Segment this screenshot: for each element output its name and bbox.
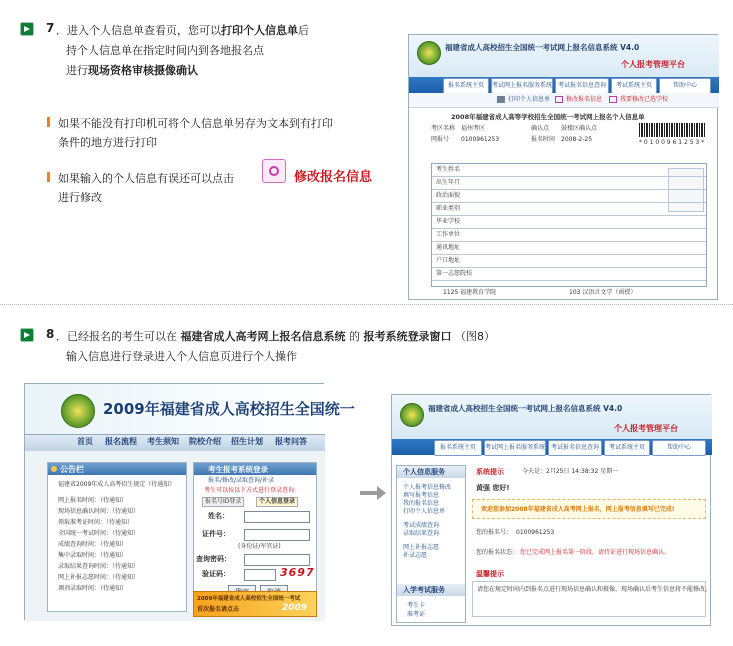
cert-input[interactable]: [244, 529, 310, 541]
menu-header: [397, 466, 465, 478]
menu-item[interactable]: 补录志愿: [403, 552, 428, 559]
login-title: 考生报考系统登录: [208, 465, 268, 474]
current-time: 今天是：2月25日 14:38:32 星期一: [522, 468, 619, 475]
notice-icon: [51, 466, 57, 472]
nav-faq[interactable]: 报考问答: [275, 437, 307, 446]
menu-header-2: [397, 584, 465, 596]
notice-item[interactable]: 福建省2009年成人高考招生规定（待通知）: [58, 481, 176, 488]
platform-logo-icon: [400, 403, 424, 427]
toolbar-print[interactable]: 打印个人信息单: [508, 96, 551, 103]
toolbar-edit-icon[interactable]: [555, 96, 563, 103]
cert-note: (身份证/军官证): [238, 543, 281, 550]
greeting: 黄强 您好!: [476, 484, 510, 492]
notice-header: [48, 463, 186, 475]
toolbar-edit[interactable]: 修改报名信息: [566, 96, 603, 103]
step7-line1-suffix: 后: [298, 24, 309, 37]
login-header: [194, 463, 316, 475]
barcode-icon: [639, 123, 705, 137]
info-sheet-screenshot: [408, 34, 718, 300]
toolbar-school-icon[interactable]: [609, 96, 617, 103]
side-menu: [396, 465, 466, 623]
menu-title-2: 入学考试服务: [403, 586, 445, 594]
reg-no-value: 0100961253: [516, 529, 555, 536]
note2-line2: 进行修改: [58, 191, 102, 204]
captcha-label: 验证码：: [202, 570, 230, 578]
tab-query[interactable]: 考试报名信息查询: [555, 78, 609, 94]
step8-line1-prefix: ．已经报名的考生可以在: [56, 330, 181, 343]
note2-line1: 如果输入的个人信息有误还可以点击: [58, 172, 234, 185]
barcode-text: * 0 1 0 0 9 6 1 2 5 3 *: [639, 139, 705, 146]
warm-tip-title: 温馨提示: [476, 570, 504, 578]
p-tab-query[interactable]: 考试报名信息查询: [548, 440, 602, 456]
promo-line1: 2009年福建省成人高校招生全国统一考试: [197, 596, 301, 602]
sheet-info-table: [431, 163, 707, 287]
tab-home[interactable]: 报名系统主页: [443, 78, 489, 94]
notice-board: [47, 462, 187, 612]
welcome-text: 欢迎您参加2008年福建省成人高考网上报名，网上报考信息填写已完成!: [481, 506, 675, 513]
arrow-head-icon: [377, 486, 386, 500]
promo-line2: 首次报名请点击: [197, 606, 240, 613]
arrow-right-icon: [360, 491, 378, 495]
step8-system-name: 福建省成人高考网上报名信息系统: [180, 330, 346, 343]
step7-line1-prefix: ．进入个人信息单查看页，您可以: [56, 24, 221, 37]
first-signup-banner[interactable]: [193, 591, 317, 617]
head-value-region: 福州考区: [461, 125, 486, 132]
label-politics: 政治面貌: [436, 192, 461, 199]
step8-line1-suffix: （图8）: [451, 330, 495, 343]
step7-number: 7: [46, 21, 55, 35]
portal-screenshot: [24, 383, 355, 620]
p-tab-exam-home[interactable]: 考试系统主页: [604, 440, 650, 456]
tab-exam-home[interactable]: 考试系统主页: [611, 78, 657, 94]
step8-line1-mid: 的: [345, 330, 364, 343]
nav-notes[interactable]: 考生须知: [147, 437, 179, 446]
nav-schools[interactable]: 院校介绍: [189, 437, 221, 446]
menu-item[interactable]: 考生卡: [407, 602, 426, 609]
sheet-doc-title: 2008年福建省成人高等学校招生全国统一考试网上报名个人信息单: [451, 113, 645, 121]
warm-tip-box: [472, 581, 712, 617]
notice-item[interactable]: 集中录取时间：（待通知）: [58, 552, 128, 559]
password-input[interactable]: [244, 554, 310, 566]
note1-line1: 如果不能没有打印机可将个人信息单另存为文本到有打印: [58, 117, 333, 130]
step7-line3: [66, 62, 198, 78]
row-school: 1125 福建教育学院: [443, 289, 497, 296]
notice-item[interactable]: 网上补报志愿时间：（待通知）: [58, 574, 140, 581]
notice-item[interactable]: 调剂录取时间：（待通知）: [58, 585, 128, 592]
platform-header: [392, 395, 712, 441]
sheet-head-fields: [431, 123, 631, 153]
login-panel: [193, 462, 317, 612]
notice-item[interactable]: 录取结果查询时间：（待通知）: [58, 563, 140, 570]
menu-title: 个人信息服务: [403, 468, 445, 476]
note1-marker-icon: [47, 117, 50, 127]
head-label-confirm: 确认点: [531, 125, 550, 132]
promo-year: 2009: [282, 603, 308, 613]
reg-no-label: 您的报名号：: [476, 529, 513, 536]
modify-info-link[interactable]: 修改报名信息: [294, 170, 373, 185]
login-hint: 考生可以按以下方式进行登录查询:: [204, 487, 297, 494]
status-value: 您已完成网上报名第一阶段，请持证进行现场信息确认。: [520, 549, 671, 556]
head-label-time: 报名时间: [531, 136, 556, 143]
notice-item[interactable]: 成绩查询时间：（待通知）: [58, 541, 128, 548]
captcha-image: 3697: [280, 566, 315, 579]
step8-line1: [56, 328, 495, 344]
nav-home[interactable]: 首页: [77, 437, 93, 446]
menu-item[interactable]: 我的报名信息: [403, 500, 440, 507]
p-tab-help[interactable]: 帮助中心: [652, 440, 706, 456]
name-label: 姓名：: [208, 512, 229, 520]
menu-item[interactable]: 填写报考信息: [403, 492, 440, 499]
step8-login-window: 报考系统登录窗口: [363, 330, 452, 343]
step8-line2: 输入信息进行登录进入个人信息页进行个人操作: [66, 350, 297, 363]
menu-item[interactable]: 网上补报志愿: [403, 544, 440, 551]
menu-item[interactable]: 准考证: [407, 611, 426, 618]
welcome-box: [472, 499, 706, 519]
password-label: 查询密码：: [196, 555, 231, 563]
notice-item[interactable]: 网上报名时间：（待通知）: [58, 497, 128, 504]
menu-item[interactable]: 录取结果查询: [403, 530, 440, 537]
tab-personal-login[interactable]: 个人信息登录: [256, 497, 298, 507]
step8-bullet-icon: [20, 328, 34, 342]
modify-info-icon[interactable]: [262, 159, 286, 183]
platform-system-title: 福建省成人高校招生全国统一考试网上报名信息系统 V4.0: [428, 404, 623, 413]
tab-help[interactable]: 帮助中心: [659, 78, 711, 94]
label-birth: 出生年月: [436, 179, 461, 186]
warm-tip-text: 请您在规定时间内到报名点进行现场信息确认和摄像，现场确认后考生信息将不能修改。: [477, 586, 712, 593]
login-subtitle: 报名/修改/录取查询/补录: [208, 477, 275, 484]
portal-banner-title: 2009年福建省成人高校招生全国统一: [103, 400, 355, 418]
note2-marker-icon: [47, 172, 50, 182]
label-choice: 第一志愿院校: [436, 270, 473, 277]
step7-line2: 持个人信息单在指定时间内到各地报名点: [66, 44, 264, 57]
platform-main: [472, 465, 712, 623]
tab-id-login[interactable]: 报名号ID登录: [202, 497, 244, 507]
menu-item[interactable]: 考试成绩查询: [403, 522, 440, 529]
notice-item[interactable]: 全国统一考试时间：（待通知）: [58, 530, 140, 537]
head-value-confirm: 鼓楼区确认点: [561, 125, 598, 132]
label-hukou: 户口地址: [436, 257, 461, 264]
platform-screenshot: [391, 394, 711, 626]
platform-subtitle: 个人报考管理平台: [614, 424, 678, 433]
cert-label: 证件号：: [202, 530, 230, 538]
menu-item[interactable]: 打印个人信息单: [403, 508, 446, 515]
label-occupation: 职业类别: [436, 205, 461, 212]
label-address: 通讯地址: [436, 244, 461, 251]
step7-line1: [56, 22, 309, 38]
label-school: 毕业学校: [436, 218, 461, 225]
portal-logo-icon: [61, 394, 95, 428]
sheet-toolbar: [409, 93, 719, 108]
label-employer: 工作单位: [436, 231, 461, 238]
step7-line3-bold: 现场资格审核摄像确认: [88, 64, 198, 77]
sheet-tabs: [409, 77, 719, 93]
section-divider: [0, 304, 733, 305]
row-major: 103 汉语言文学（函授）: [569, 289, 637, 296]
head-value-time: 2008-2-25: [561, 136, 593, 143]
toolbar-school[interactable]: 我要修改已选学校: [620, 96, 669, 103]
menu-item[interactable]: 个人报考信息修改: [403, 484, 452, 491]
p-tab-home[interactable]: 报名系统主页: [434, 440, 482, 456]
sys-tip-title: 系统提示: [476, 468, 504, 476]
captcha-input[interactable]: [244, 569, 276, 581]
step7-bullet-icon: [20, 22, 34, 36]
nav-process[interactable]: 报名流程: [105, 437, 137, 446]
notice-item[interactable]: 现场信息确认时间：（待通知）: [58, 508, 140, 515]
platform-tabs: [392, 439, 712, 455]
sheet-system-title: 福建省成人高校招生全国统一考试网上报名信息系统 V4.0: [445, 43, 640, 52]
label-name: 考生姓名: [436, 166, 461, 173]
notice-item[interactable]: 领取准考证时间：（待通知）: [58, 519, 134, 526]
step7-line3-prefix: 进行: [66, 64, 88, 77]
name-input[interactable]: [244, 511, 310, 523]
notice-title: 公告栏: [60, 465, 84, 474]
portal-banner: [25, 384, 355, 434]
status-label: 您的报名状态：: [476, 549, 519, 556]
system-logo-icon: [417, 41, 441, 65]
sheet-subtitle: 个人报考管理平台: [621, 60, 685, 69]
head-value-regno: 0100961253: [461, 136, 500, 143]
step8-number: 8: [46, 327, 55, 341]
tab-online-reg[interactable]: 考试网上报名服务系统: [491, 78, 553, 94]
nav-plan[interactable]: 招生计划: [231, 437, 263, 446]
note1-line2: 条件的地方进行打印: [58, 136, 157, 149]
p-tab-online-reg[interactable]: 考试网上报名服务系统: [484, 440, 546, 456]
sheet-header: [409, 35, 719, 83]
head-label-region: 考区名称: [431, 125, 456, 132]
step7-line1-bold: 打印个人信息单: [221, 24, 298, 37]
print-icon[interactable]: [497, 96, 505, 103]
portal-nav: [25, 434, 325, 452]
head-label-regno: 网报号: [431, 136, 450, 143]
